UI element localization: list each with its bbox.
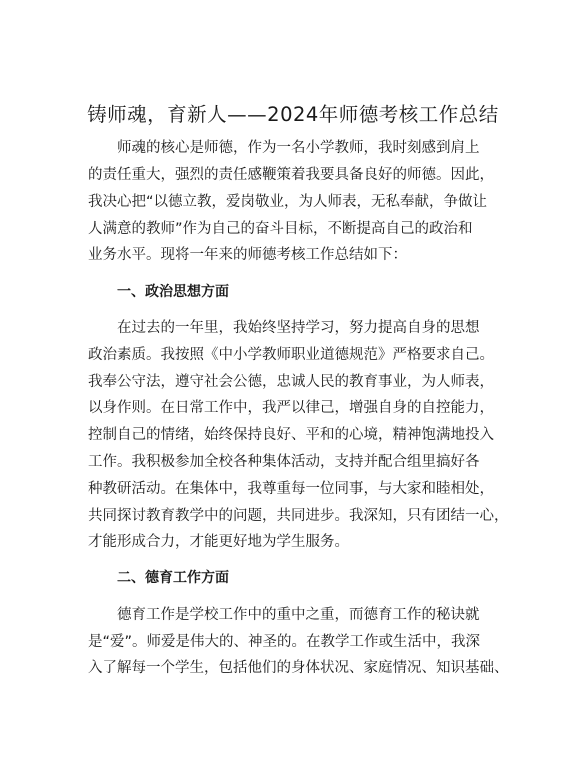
text-line: 我奉公守法，遵守社会公德，忠诚人民的教育事业，为人师表，: [88, 374, 494, 390]
text-line: 我决心把“以德立教，爱岗敬业，为人师表，无私奉献，争做让: [88, 194, 488, 210]
document-title: 铸师魂，育新人——2024年师德考核工作总结: [87, 103, 499, 126]
text-line: 师魂的核心是师德，作为一名小学教师，我时刻感到肩上: [117, 140, 480, 156]
text-line: 德育工作是学校工作中的重中之重，而德育工作的秘诀就: [117, 607, 480, 623]
text-line: 入了解每一个学生，包括他们的身体状况、家庭情况、知识基础、: [88, 660, 509, 676]
section-heading-politics: 一、政治思想方面: [117, 284, 229, 300]
text-line: 种教研活动。在集体中，我尊重每一位同事，与大家和睦相处，: [88, 481, 494, 497]
text-line: 业务水平。现将一年来的师德考核工作总结如下：: [88, 247, 407, 263]
text-line: 工作。我积极参加全校各种集体活动，支持并配合组里搞好各: [88, 454, 480, 470]
text-line: 才能形成合力，才能更好地为学生服务。: [88, 534, 349, 550]
text-line: 控制自己的情绪，始终保持良好、平和的心境，精神饱满地投入: [88, 427, 494, 443]
text-line: 在过去的一年里，我始终坚持学习，努力提高自身的思想: [117, 320, 480, 336]
text-line: 政治素质。我按照《中小学教师职业道德规范》严格要求自己。: [88, 347, 494, 363]
text-line: 共同探讨教育教学中的问题，共同进步。我深知，只有团结一心，: [88, 508, 509, 524]
text-line: 是“爱”。师爱是伟大的、神圣的。在教学工作或生活中，我深: [88, 634, 481, 650]
text-line: 以身作则。在日常工作中，我严以律己，增强自身的自控能力，: [88, 400, 494, 416]
section-heading-moral-education: 二、德育工作方面: [117, 570, 229, 586]
text-line: 的责任重大，强烈的责任感鞭策着我要具备良好的师德。因此，: [88, 167, 494, 183]
text-line: 人满意的教师”作为自己的奋斗目标，不断提高自己的政治和: [88, 221, 473, 237]
